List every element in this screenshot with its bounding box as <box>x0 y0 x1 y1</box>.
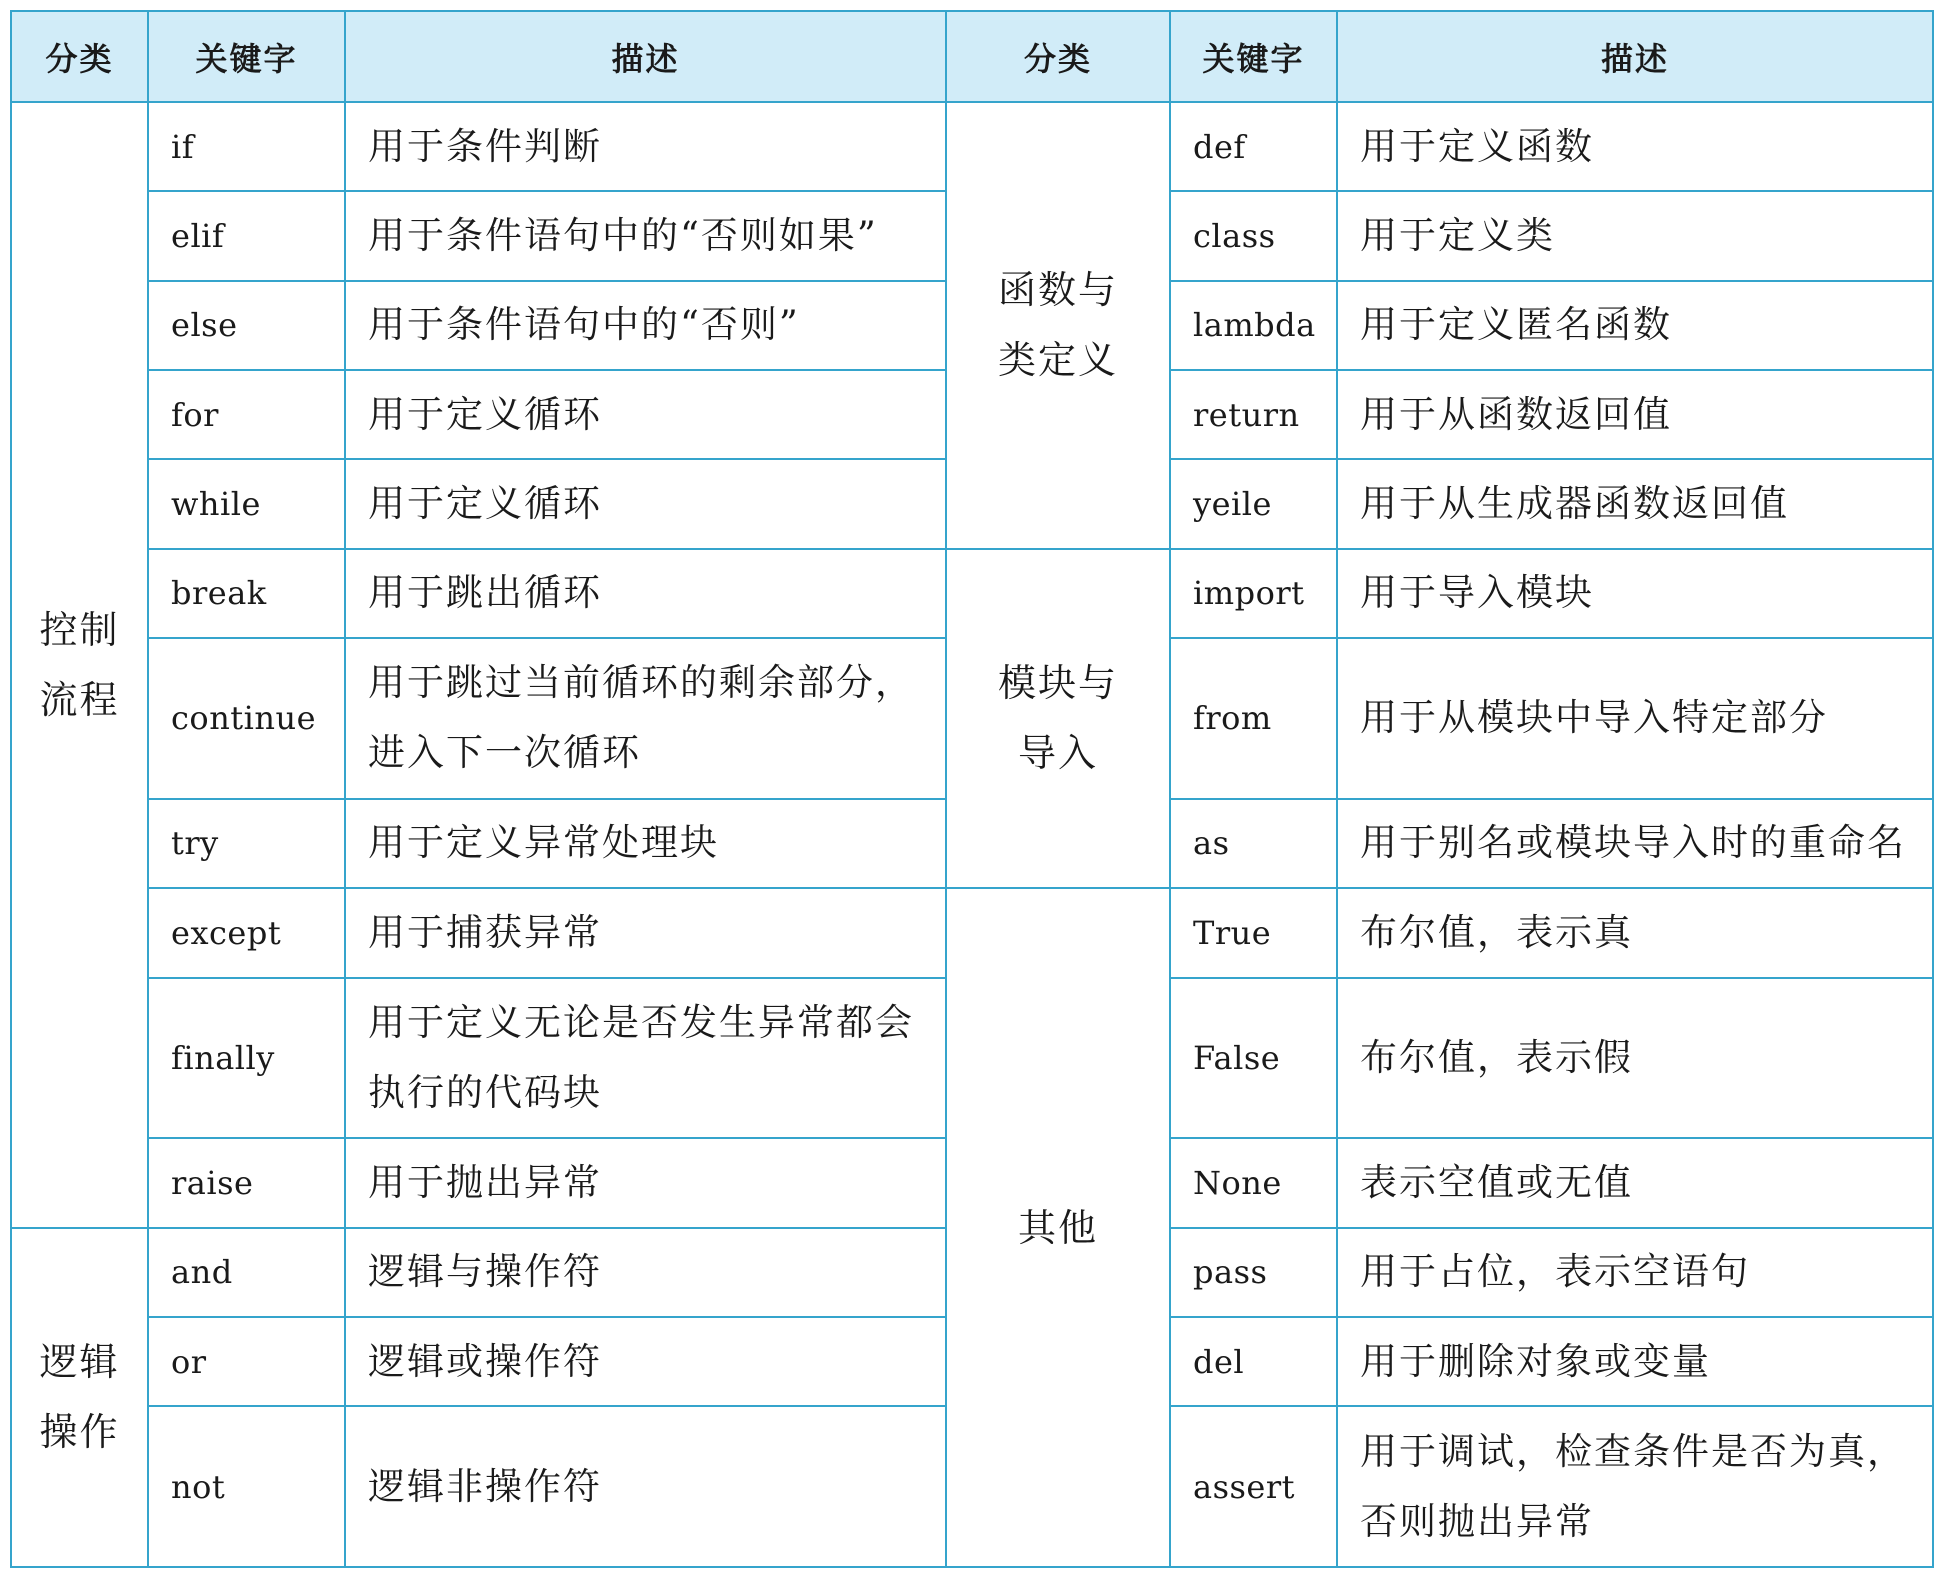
keyword-cell: yeile <box>1170 459 1337 548</box>
description-line: 用于定义无论是否发生异常都会 <box>368 1000 914 1044</box>
description-cell: 用于删除对象或变量 <box>1337 1317 1933 1406</box>
keyword-cell: try <box>148 799 345 888</box>
description-cell: 用于别名或模块导入时的重命名 <box>1337 799 1933 888</box>
category-label-line: 函数与 <box>997 268 1118 313</box>
category-label-line: 导入 <box>1017 731 1098 776</box>
keyword-cell: or <box>148 1317 345 1406</box>
category-control-flow <box>11 102 148 1228</box>
description-cell: 用于条件语句中的“否则如果” <box>345 191 946 280</box>
description-cell: 用于抛出异常 <box>345 1138 946 1227</box>
keyword-cell: return <box>1170 370 1337 459</box>
keyword-table-wrapper <box>10 10 1932 1568</box>
description-cell: 用于从生成器函数返回值 <box>1337 459 1933 548</box>
python-keyword-table <box>10 10 1934 1568</box>
description-cell: 用于从函数返回值 <box>1337 370 1933 459</box>
header-category-right: 分类 <box>946 11 1170 102</box>
keyword-cell: True <box>1170 888 1337 977</box>
table-row <box>11 549 1933 638</box>
category-logic-operations <box>11 1228 148 1567</box>
keyword-cell: from <box>1170 638 1337 799</box>
description-cell: 逻辑非操作符 <box>345 1406 946 1567</box>
description-cell: 用于导入模块 <box>1337 549 1933 638</box>
category-label-line: 模块与 <box>997 661 1118 706</box>
description-cell: 用于条件判断 <box>345 102 946 191</box>
keyword-cell: import <box>1170 549 1337 638</box>
keyword-cell: as <box>1170 799 1337 888</box>
description-cell: 布尔值，表示假 <box>1337 978 1933 1139</box>
description-cell: 用于捕获异常 <box>345 888 946 977</box>
category-label-line: 操作 <box>39 1410 120 1455</box>
description-cell <box>345 978 946 1139</box>
keyword-cell: else <box>148 281 345 370</box>
keyword-cell: elif <box>148 191 345 280</box>
description-cell <box>1337 1406 1933 1567</box>
keyword-cell: and <box>148 1228 345 1317</box>
description-cell: 用于占位，表示空语句 <box>1337 1228 1933 1317</box>
keyword-cell: except <box>148 888 345 977</box>
table-row <box>11 102 1933 191</box>
keyword-cell: def <box>1170 102 1337 191</box>
description-cell: 用于条件语句中的“否则” <box>345 281 946 370</box>
keyword-cell: assert <box>1170 1406 1337 1567</box>
category-functions-classes <box>946 102 1170 549</box>
description-cell: 用于定义函数 <box>1337 102 1933 191</box>
category-label-line: 类定义 <box>997 338 1118 383</box>
keyword-cell: lambda <box>1170 281 1337 370</box>
keyword-cell: False <box>1170 978 1337 1139</box>
header-row <box>11 11 1933 102</box>
header-description-right: 描述 <box>1337 11 1933 102</box>
keyword-cell: None <box>1170 1138 1337 1227</box>
keyword-cell: while <box>148 459 345 548</box>
keyword-cell: break <box>148 549 345 638</box>
description-cell: 用于定义循环 <box>345 459 946 548</box>
description-cell: 用于定义循环 <box>345 370 946 459</box>
keyword-cell: not <box>148 1406 345 1567</box>
description-cell <box>345 638 946 799</box>
description-cell: 逻辑与操作符 <box>345 1228 946 1317</box>
description-line: 进入下一次循环 <box>368 731 641 775</box>
description-cell: 表示空值或无值 <box>1337 1138 1933 1227</box>
keyword-cell: class <box>1170 191 1337 280</box>
header-keyword-left: 关键字 <box>148 11 345 102</box>
category-label-line: 其他 <box>1017 1205 1098 1250</box>
keyword-cell: continue <box>148 638 345 799</box>
description-cell: 用于从模块中导入特定部分 <box>1337 638 1933 799</box>
description-cell: 布尔值，表示真 <box>1337 888 1933 977</box>
description-cell: 逻辑或操作符 <box>345 1317 946 1406</box>
keyword-cell: finally <box>148 978 345 1139</box>
description-line: 用于跳过当前循环的剩余部分， <box>368 661 914 705</box>
category-label-line: 逻辑 <box>39 1340 120 1385</box>
description-line: 否则抛出异常 <box>1360 1499 1594 1543</box>
description-cell: 用于定义异常处理块 <box>345 799 946 888</box>
category-label-line: 流程 <box>39 677 120 722</box>
category-label-line: 控制 <box>39 607 120 652</box>
keyword-cell: del <box>1170 1317 1337 1406</box>
description-cell: 用于跳出循环 <box>345 549 946 638</box>
description-cell: 用于定义类 <box>1337 191 1933 280</box>
header-keyword-right: 关键字 <box>1170 11 1337 102</box>
category-other <box>946 888 1170 1567</box>
keyword-cell: pass <box>1170 1228 1337 1317</box>
keyword-cell: raise <box>148 1138 345 1227</box>
header-description-left: 描述 <box>345 11 946 102</box>
keyword-cell: if <box>148 102 345 191</box>
category-modules-import <box>946 549 1170 888</box>
table-row <box>11 888 1933 977</box>
description-cell: 用于定义匿名函数 <box>1337 281 1933 370</box>
description-line: 执行的代码块 <box>368 1070 602 1114</box>
description-line: 用于调试，检查条件是否为真， <box>1360 1429 1906 1473</box>
keyword-cell: for <box>148 370 345 459</box>
header-category-left: 分类 <box>11 11 148 102</box>
